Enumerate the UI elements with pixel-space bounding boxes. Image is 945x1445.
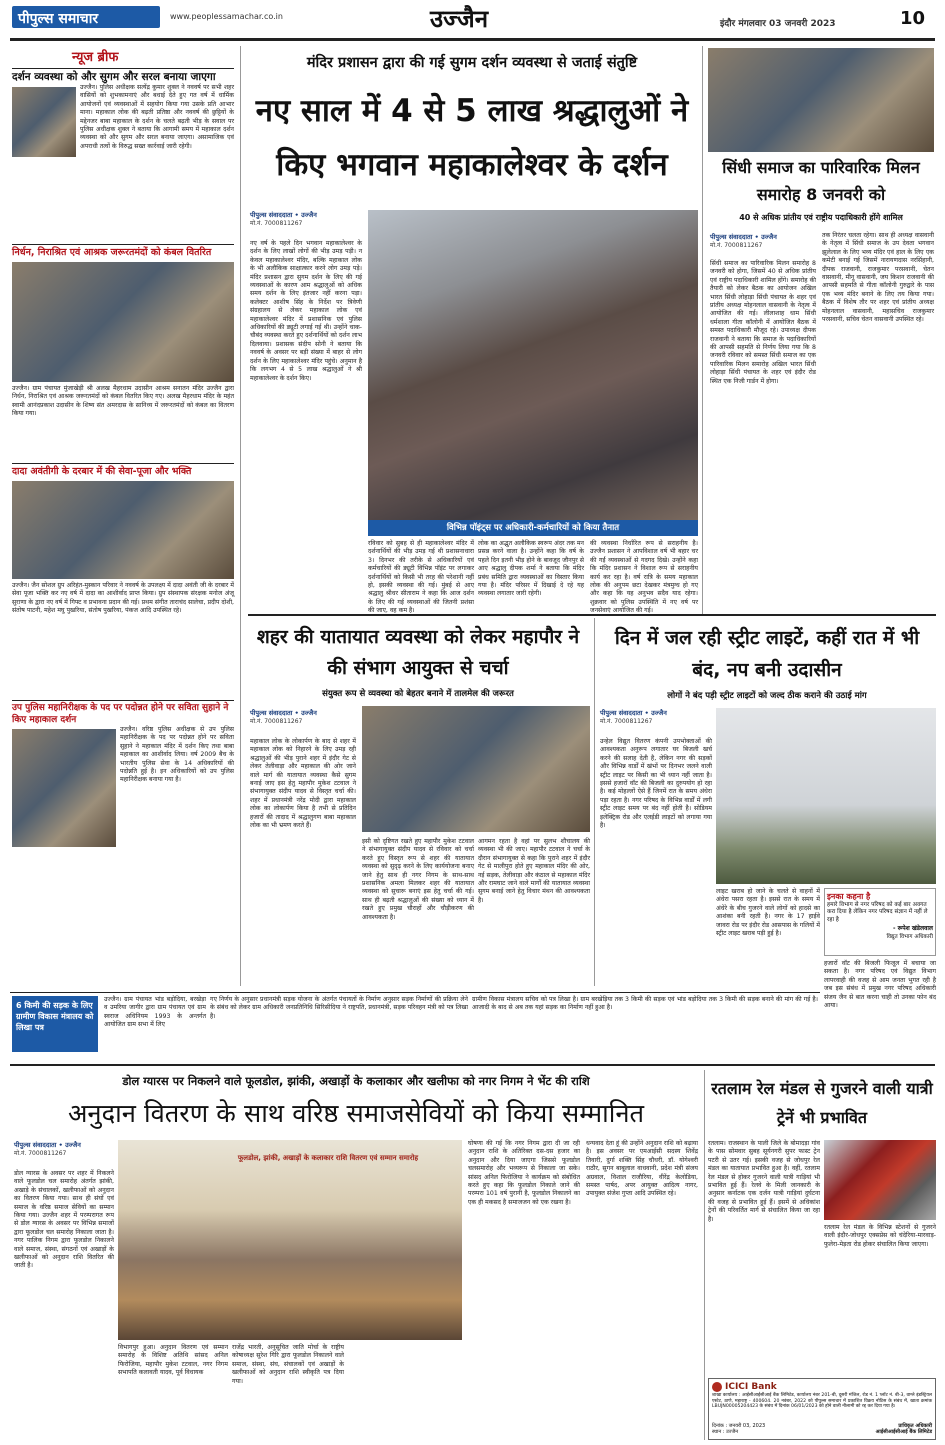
quote-title: इनका कहना है — [827, 892, 871, 901]
brief-text-2: उज्जैन। ग्राम पंचायत मुंजाखेड़ी श्री अलख मैहरधाम उदासीन आश्रम सनातन मंदिर उज्जैन द्वारा निर्धन, निराश्रित एवं आश्रक जरूरतमंदों को कंबल वितरित किए गए। अलख मैहरधाम मंदिर के महंत स्वामी आनंदप्रकाश उदासीन के शिष्य संत अमरदास के सानिध्य में जरूरतमंदों को कंबल का वितरण किया गया। — [12, 385, 234, 418]
lead-kicker: मंदिर प्रशासन द्वारा की गई सुगम दर्शन व्यवस्था से जताई संतुष्टि — [306, 55, 638, 71]
icici-bank-name: ICICI Bank — [725, 1382, 777, 1392]
quote-text: हमारे विभाग से नगर परिषद को कई बार अवगत करा दिया है लेकिन नगर परिषद संज्ञान में नहीं ले रहा है — [827, 902, 928, 923]
news-brief-column — [12, 46, 234, 986]
felicitation-body-2: विभागपुर हुआ। अनुदान वितरण एवं सम्मान समारोह के विशिष्ट अतिथि सांसद अनिल फिरोजिया, महापौर मुकेश टटवाल, नगर निगम सभापति कलावती यादव, पूर्व विधायक — [118, 1344, 228, 1377]
street-body: उन्हेल विद्युत वितरण कंपनी उपभोक्ताओं की आवश्यकता अनुरूप लगातार घर बिजली खर्च करने की सलाह देती है, लेकिन नगर की सड़कों और विभिन्न वार्डों में खंभों पर दिनभर जलने वाली स्ट्रीट लाइट पर किसी का भी ध्यान नहीं जाता है। इससे हजारों वॉट की बिजली का दुरुपयोग हो रहा है। कई मोहल्लों ऐसे हैं जिनमें रात के समय अंधेरा पड़ा रहता है। नगर परिषद के विभिन्न वार्डों में लगी स्ट्रीट लाइट समय पर बंद नहीं होती है। सोडियम इलेक्ट्रिक रोड और एलईडी लाइटों को लगाया गया है। — [600, 738, 712, 830]
lead-body-3: लोक का अद्भुत अलौकिक स्वरूप अंदर तक मन प्रसन्न करने वाला है। उन्होंने कहा कि वर्ष के पहले दिन इतनी भीड़ होने के बावजूद जौनपुर से आए श्रद्धालु दीपक शर्मा ने बताया कि मंदिर प्रबंध समिति द्वारा व्यवस्थाओं का विस्तार किया गया है। मंदिर परिसर में दिखाई दे रहे यह व्यवस्था लगातार जारी रहेगी। — [478, 540, 584, 598]
sindhi-photo-meeting — [708, 48, 934, 152]
street-headline: दिन में जल रही स्ट्रीट लाइटें, कहीं रात में भी बंद, नप बनी उदासीन — [614, 627, 920, 681]
street-byline: पीपुल्स संवाददाता • उज्जैन मो.नं. 7000811267 — [600, 709, 667, 725]
brief-headline-2: निर्धन, निराश्रित एवं आश्रक जरूरतमंदों को कंबल वितरित — [12, 244, 234, 259]
felicitation-photo-stage — [118, 1140, 462, 1340]
lead-body-2: रविवार को सुबह से ही महाकालेश्वर मंदिर में दर्शनार्थियों की भीड़ उमड़ गई थी प्रशासनाधारा 3। दिनभर की तरीके से अधिकारियों एवं कर्मचारियों की ड्यूटी विभिन्न पॉइंट पर लगाकर दर्शनार्थियों को किसी भी तरह की परेशानी नहीं हो, इसकी व्यवस्था की गई। मुंबई से आए श्रद्धालु श्रीधर सीताराम ने कहा कि आज दर्शन के लिए की गई व्यवस्थाओं की जितनी प्रशंसा की जाए, वह कम है। — [368, 540, 474, 615]
lead-photo-crowd — [368, 210, 698, 520]
brief-headline-1: दर्शन व्यवस्था को और सुगम और सरल बनाया जाएगा — [12, 68, 234, 84]
sindhi-deck: 40 से अधिक प्रांतीय एवं राष्ट्रीय पदाधिकारी होंगे शामिल — [739, 213, 903, 222]
mayor-body: महाकाल लोक के लोकार्पण के बाद से शहर में महाकाल लोक को निहारने के लिए उमड़ रही श्रद्धालुओं की भीड़ पुराने शहर में इंदौर गेट से लेकर तेलीवाड़ा और महाकाल की ओर जाने वाले मार्ग की यातायात व्यवस्था कैसे सुगम बनाई जाए इस हेतु महापौर मुकेश टटवाल ने संभागायुक्त संदीप यादव से विस्तृत चर्चा की। शहर में प्रधानमंत्री नरेंद्र मोदी द्वारा महाकाल लोक का लोकार्पण किया है तभी से प्रतिदिन हजारों की तादाद में श्रद्धालुगण बाबा महाकाल लोक का भी भ्रमण करते हैं। — [250, 738, 356, 830]
mayor-body-3: आगमन रहता है वहां पर सुलभ शौचालय की व्यवस्था भी की जाए। महापौर टटवाल ने चर्चा के दौरान संभागायुक्त से कहा कि पुराने शहर में इंदौर गेट से मालीपुरा होते हुए महाकाल मंदिर की ओर, नई सड़क, तेलीवाड़ा और कंठाल से महाकाल मंदिर और रामघाट जाने वाले मार्गों की यातायात व्यवस्था सुगम बनाई जाने हेतु विचार मंथन की आवश्यकता है। — [478, 838, 590, 904]
ratlam-body-2: रतलाम रेल मंडल के विभिन्न स्टेशनों से गुजरने वाली इंदौर-जोधपुर एक्सप्रेस को चंदेरिया-मारवाड़-फुलेरा-मेड़ता रोड होकर संचालित किया जाएगा। — [824, 1224, 936, 1248]
ratlam-body: रतलाम। राजस्थान के पाली जिले के बोमादड़ा गांव के पास सोमवार सुबह सूर्यनगरी सुपर फास्ट ट्रेन पटरी से उतर गई। इसकी वजह से जोधपुर रेल मंडल का यातायात प्रभावित हुआ है। वहीं, रतलाम रेल मंडल से होकर गुजरने वाली यात्री गाड़ियां भी प्रभावित हुई हैं। रेलवे के मिली जानकारी के अनुसार कर्नाटक एक दर्जन यात्री गाड़ियां दुर्घटना की वजह से प्रभावित हुई हैं। इसमें से अधिकांश ट्रेनों की परिवर्तित मार्ग से संचालित किया जा रहा है। — [708, 1140, 820, 1223]
brief-photo-blankets — [12, 262, 234, 382]
column-divider — [702, 46, 703, 614]
felicitation-banner: फूलडोल, झांकी, अखाड़ों के कलाकार राशि वितरण एवं सम्मान समारोह — [237, 1154, 419, 1162]
brief-headline-4: उप पुलिस महानिरीक्षक के पद पर पदोन्नत होने पर सविता सुहाने ने किए महाकाल दर्शन — [12, 700, 234, 726]
strip-top-rule — [10, 992, 820, 993]
column-divider — [240, 46, 241, 986]
brief-photo-sp — [12, 87, 76, 157]
icici-logo-icon — [712, 1382, 722, 1392]
felicitation-kicker: डोल ग्यारस पर निकलने वाले फूलडोल, झांकी, अखाड़ों के कलाकार और खलीफा को नगर निगम ने भेंट की राशि — [122, 1074, 590, 1088]
masthead-brand: पीपुल्स समाचार — [18, 11, 99, 27]
sindhi-body-2: तक निरंतर चलता रहेगा। साथ ही अध्यक्ष वासवानी के नेतृत्व में सिंधी समाज के उप देवता भगवान झूलेलाल के लिए भव्य मंदिर एवं हाल के लिए एक कमेटी बनाई गई जिसमें नारायणदास नरसिंहानी, दीपक राजवानी, राजकुमार परसवानी, चेतन वासवानी, मीनू वासवानी, जय किशन राजवानी की आपसी सहमति से गीता कॉलोनी गुरुद्वारे के पास एक भव्य मंदिर बनाने के लिए तय किया गया। बैठक में विशेष तौर पर शहर एवं प्रांतीय अध्यक्ष मोहनलाल वासवानी, महासचिव राजकुमार परसवानी, सचिव चेतन वासवानी उपस्थित रहे। — [822, 232, 934, 324]
dateline: इंदौर मंगलवार 03 जनवरी 2023 — [720, 19, 836, 29]
sindhi-body: सिंधी समाज का पारिवारिक मिलन समारोह 8 जनवरी को होगा, जिसमें 40 से अधिक प्रांतीय एवं राष्ट्रीय पदाधिकारी शामिल होंगे। समारोह की तैयारी को लेकर बैठक का आयोजन अखिल भारत सिंधी लोहाड़ा सिंधी पंचायत के शहर एवं प्रांतीय अध्यक्ष मोहनलाल वासवानी के नेतृत्व में आयोजित की गई। लीलाशाह धाम सिंधी धर्मशाला गीता कॉलोनी में आयोजित बैठक में समस्त पदाधिकारी मौजूद रहे। उपाध्यक्ष दीपक राजवानी ने बताया कि समाज के पदाधिकारियों की आपसी सहमति से निर्णय लिया गया कि 8 जनवरी रविवार को समस्त सिंधी समाज का एक पारिवारिक मिलन समारोह अखिल भारत सिंधी लोहाड़ा सिंधी पंचायत के शहर एवं इंदौर रोड स्थित एक निजी गार्डन में होगा। — [710, 260, 816, 385]
mayor-photo-meeting — [362, 706, 590, 832]
felicitation-body: डोल ग्यारस के अवसर पर शहर में निकलने वाले फूलडोल चल समारोह अंतर्गत झांकी, अखाड़े के संचालकों, खलीफाओं को अनुदान का वितरण किया गया। साथ ही संघों एवं समाज के वरिष्ठ समाज सेवियों का सम्मान किया गया। उज्जैन शहर में परम्परागत रूप से डोल ग्यारस के अवसर पर विभिन्न समाजों द्वारा फूलडोल चल समारोह निकाला जाता है। नगर पालिक निगम द्वारा फूलडोल निकालने वाले समाज, संस्था, संगठनों एवं अखाड़ों के खलीफाओं को अनुदान राशि वितरित की जाती है। — [14, 1170, 114, 1270]
mayor-headline: शहर की यातायात व्यवस्था को लेकर महापौर ने की संभाग आयुक्त से चर्चा — [256, 626, 580, 679]
section-title: उज्जैन — [430, 4, 489, 33]
icici-notice — [708, 1378, 936, 1440]
sindhi-headline: सिंधी समाज का पारिवारिक मिलन समारोह 8 जनवरी को — [722, 158, 920, 204]
felicitation-body-3: राजेंद्र भारती, अनुसूचित जाति मोर्चा के राष्ट्रीय कोषाध्यक्ष सुरेश गिरि द्वारा फूलडोल निकालने वाले समाज, संस्था, संघ, संचालकों एवं अखाड़ों के खलीफाओं को अनुदान राशि स्वीकृति पत्र दिया गया। — [232, 1344, 344, 1385]
notice-body: शाखा कार्यालय : आईसीआईसीआई बैंक लिमिटेड, कार्यालय नंबर 201-बी, दूसरी मंजिल, रोड नं. 1 प्लॉट नं. बी-3, वाग्ले इंडस्ट्रियल एस्टेट, ठाणे, महाराष्ट्र - 400604. 20 नवंबर, 2022 को पीपुल्स समाचार में प्रकाशित विक्रय नोटिस के संबंध में, खाता क्रमांक LBUJN00005204423 के संबंध में दिनांक 06/01/2023 को होने वाली नीलामी को रद्द कर दिया गया है। — [712, 1393, 932, 1410]
quote-role: विद्युत विभाग अधिकारी — [886, 934, 933, 941]
strip-bottom-rule — [10, 1064, 935, 1066]
strip-text-3: ग्रामीण विकास मंत्रालय सचिव को पत्र लिखा है। ग्राम बरखेड़िया तक 3 किमी की सड़क एवं भांड बड़ोदिया तक 3 किमी की सड़क बनाने की मांग की गई है। आजादी के बाद से अब तक यहां सड़क का निर्माण नहीं हुआ है। — [472, 996, 818, 1012]
lead-mobile: मो.नं. 7000811267 — [250, 220, 303, 227]
brief-text-3: उज्जैन। जैन सोशल ग्रुप अरिहंत-मुस्कान परिवार ने नववर्ष के उपलक्ष्य में दादा अवंती जी के दरबार में सेवा पूजा भक्ति कर नए वर्ष में दादा का आशीर्वाद प्राप्त किया। ग्रुप संस्थापक संरक्षक मनोज अंजू सुराणा के द्वारा नए वर्ष में गिफ्ट व प्रभावना प्रदान की गई। प्रथम संगीत ताराचंद सालेचा, प्रदीप दोशी, संतोष पाटनी, महेश मघु पुखरिया, संतोष पुखरिया, पंकज आदि उपस्थित रहे। — [12, 582, 235, 615]
lead-headline: नए साल में 4 से 5 लाख श्रद्धालुओं ने किए भगवान महाकालेश्वर के दर्शन — [255, 93, 689, 183]
felicitation-body-4: घोषणा की गई कि नगर निगम द्वारा दी जा रही अनुदान राशि के अतिरिक्त दस-दस हजार का अनुदान और दिया जाएगा जिससे फूलडोल चलसमारोह और भव्यरूप से निकाला जा सके। सांसद अनिल फिरोजिया ने कार्यक्रम को संबोधित करते हुए कहा कि फूलडोल निकाले जाने की परम्परा 101 वर्ष पुरानी है, फूलडोल निकालने का एक ही मकसद है समाजजन को एक रखना है। — [468, 1140, 580, 1206]
notice-sign: प्राधिकृत अधिकारी — [898, 1423, 932, 1429]
strip-box-headline: 6 किमी की सड़क के लिए ग्रामीण विकास मंत्रालय को लिखा पत्र — [12, 996, 98, 1052]
felicitation-headline: अनुदान वितरण के साथ वरिष्ठ समाजसेवियों को किया सम्मानित — [67, 1099, 645, 1129]
lead-body: नए वर्ष के पहले दिन भगवान महाकालेश्वर के दर्शन के लिए लाखों लोगों की भीड़ उमड़ पड़ी। न केवल महाकालेश्वर मंदिर, बल्कि महाकाल लोक के भी अलौकिक साक्षात्कार करने लोग उमड़ पड़े। मंदिर प्रशासन द्वारा सुगम दर्शन के लिए की गई व्यवस्थाओं के कारण आम श्रद्धालुओं को अधिक समय दर्शन के लिए इंतजार नहीं करना पड़ा। कलेक्टर आशीष सिंह के निर्देश पर त्रिवेणी संग्रहालय से लेकर महाकाल लोक एवं महाकालेश्वर मंदिर में प्रशासनिक एवं पुलिस अधिकारियों की ड्यूटी लगाई गई थी। उन्होंने चाक-चौबंद व्यवस्था करते हुए दर्शनार्थियों को दर्शन लाभ दिलवाया। प्रशासक संदीप सोनी ने बताया कि नववर्ष के अवसर पर बड़ी संख्या में बाहर से लोग दर्शन के लिए महाकालेश्वर मंदिर पहुंचे। अनुमान है कि लगभग 4 से 5 लाख श्रद्धालुओं ने श्री महाकालेश्वर के दर्शन किए। — [250, 240, 362, 382]
notice-date: दिनांक : जनवरी 03, 2023 — [712, 1423, 766, 1429]
brief-text-4: उज्जैन। वरिष्ठ पुलिस अधीक्षक से उप पुलिस महानिरीक्षक के पद पर पदोन्नत होने पर सविता सुहाने ने महाकाल मंदिर में दर्शन किए तथा बाबा महाकाल का आशीर्वाद लिया। वर्ष 2009 बैच के भारतीय पुलिस सेवा के 14 अधिकारियों की पदोन्नति हुई है। इन अधिकारियों को उप पुलिस महानिरीक्षक बनाया गया है। — [120, 726, 234, 784]
street-body-2: लाइट खराब हो जाने के चलते से वाहनों में अंधेरा पसरा रहता है। इससे रात के समय में अंधेरे के बीच गुजरने वाले लोगों को हादसे का आशंका बनी रहती है। नगर के 17 हाईवे जावरा रोड पर इंदौर रोड आसपास के गलियों में स्ट्रीट लाइट खराब पड़ी हुई है। — [716, 888, 820, 938]
lead-bottom-rule — [248, 614, 936, 616]
street-body-3: हजारों वॉट की बिजली फिजूल में बचाया जा सकता है। नगर परिषद एवं विद्युत विभाग लापरवाही की वजह से आम जनता भुगत रही है जब इस संबंध में प्रमुख नगर परिषद अधिकारी संजय जैन से बात करना चाही तो उनका फोन बंद आया। — [824, 960, 936, 1010]
street-photo-pole — [716, 708, 936, 884]
ratlam-headline: रतलाम रेल मंडल से गुजरने वाली यात्री ट्रेनें भी प्रभावित — [711, 1079, 933, 1127]
masthead-url[interactable]: www.peoplessamachar.co.in — [170, 12, 283, 21]
mayor-deck: संयुक्त रूप से व्यवस्था को बेहतर बनाने में तालमेल की जरूरत — [322, 689, 514, 699]
page-number: 10 — [900, 8, 926, 29]
strip-text-2: गए निर्णय के अनुसार प्रधानमंत्री सड़क योजना के अंतर्गत पंचायतों के निर्माण अनुसार सड़क निर्माणों की प्रक्रिया लेने के संबंध को लेकर ग्राम अधिकारी जनप्रतिनिधि सिरिसीदिया ने राष्ट्रपति, प्रधानमंत्री, सड़क परिवहन मंत्री को पत्र लिखा है। — [210, 996, 468, 1020]
quote-author: - रूपेश खंडेलवाल — [893, 925, 933, 933]
brief-photo-dig — [12, 729, 116, 847]
brief-headline-3: दादा अवंतीगी के दरबार में की सेवा-पूजा और भक्ति — [12, 463, 234, 478]
felicitation-byline: पीपुल्स संवाददाता • उज्जैन मो.नं. 7000811267 — [14, 1141, 81, 1157]
notice-sign-2: आईसीआईसीआई बैंक लिमिटेड — [875, 1429, 932, 1435]
masthead-logo — [12, 6, 160, 28]
sindhi-byline: पीपुल्स संवाददाता • उज्जैन मो.नं. 7000811267 — [710, 233, 777, 249]
brief-text-1: उज्जैन। पुलिस अधीक्षक सत्येंद्र कुमार शुक्ल ने नववर्ष पर सभी शहर वासियों को शुभकामनाएं और बधाई देते हुए गत वर्ष में धार्मिक आयोजनों एवं व्यवस्थाओं में सहयोग किया गया उसके प्रति आभार माना। महाकाल लोक की बढ़ती प्रतिष्ठा और नववर्ष की छुट्टियों के मद्देनजर बाबा महाकाल के दर्शन के चलते बढ़ती भीड़ के सवाल पर पुलिस अधीक्षक शुक्ल ने बताया कि आगामी समय में महाकाल दर्शन व्यवस्था को और सुगम और सरल बनाया जाएगा। असामाजिक एवं अपराधी तत्वों के विरुद्ध सख्त कार्रवाई जारी रहेगी। — [80, 84, 234, 150]
mayor-body-2: इसी को दृष्टिगत रखते हुए महापौर मुकेश टटवाल ने संभागायुक्त संदीप यादव से रविवार को चर्चा करते हुए विस्तृत रूप से शहर की यातायात व्यवस्था को सुदृढ़ करने के लिए कार्ययोजना बनाए जाने हेतु साथ ही नगर निगम के साथ-साथ प्रशासनिक अमला मिलकर शहर की यातायात व्यवस्था को सुचारू बनाएं इस हेतु चर्चा की गई। साथ ही बढ़ती श्रद्धालुओं की संख्या को ध्यान में रखते हुए प्रमुख चौराहों और चौड़ीकरण की आवश्यकता है। — [362, 838, 474, 921]
column-divider — [594, 618, 595, 986]
lead-byline: पीपुल्स संवाददाता • उज्जैन मो.नं. 7000811267 — [250, 210, 370, 236]
brief-label: न्यूज ब्रीफ — [72, 50, 119, 65]
lead-photo-caption: विभिन्न पॉइंट्स पर अधिकारी-कर्मचारियों को किया तैनात — [368, 520, 698, 536]
ratlam-photo-train — [824, 1140, 936, 1220]
mayor-byline: पीपुल्स संवाददाता • उज्जैन मो.नं. 7000811267 — [250, 709, 317, 725]
column-divider — [704, 1070, 705, 1440]
street-quote-box — [824, 888, 936, 956]
felicitation-body-5: धन्यवाद देता हूं की उन्होंने अनुदान राशि को बढ़ाया है। इस अवसर पर एमआईसी सदस्य शिवेंद्र तिवारी, दुर्गा शक्ति सिंह चौधरी, डॉ. योगेश्वरी राठौर, सुगन बाबूलाल वाधवानी, प्रदेश मंत्री संजय अग्रवाल, विशाल राजौरिया, वीरेंद्र केलोडिया, समस्त पार्षद, अपर आयुक्त आदित्य नागर, उपायुक्त संजेश गुप्ता आदि उपस्थित रहे। — [586, 1140, 698, 1198]
lead-body-4: की व्यवस्था निर्धारित रूप से सराहनीय है। उज्जैन प्रशासन ने आपविशाल वर्ष भी बहार चर की गईं व्यवस्थाओं से गदगद दिखे। उन्होंने कहा कि मंदिर प्रशासन ने विशाल रूप से सराहनीय कार्य कर रहा है। वर्ष रात्रि के समय महाकाल लोक की अनुपम छटा देखकर मंत्रमुग्ध हो गए और कहा कि यह अनुभव सदैव याद रहेगा। शुक्रवार को पुलिस उपस्थिति में नए वर्ष पर जनसेवाएं आयोजित की गई। — [590, 540, 698, 615]
strip-text-1: उज्जैन। ग्राम पंचायत भांड बड़ोदिया, बरखेड़ा व उमरिया जागीर द्वारा ग्राम पंचायत एवं ग्राम स्वराज अधिनियम 1993 के अन्तर्गत आयोजित ग्राम सभा में लिए — [104, 996, 206, 1029]
notice-place: स्थान : उज्जैन — [712, 1429, 739, 1435]
masthead-rule — [10, 38, 935, 41]
brief-photo-jain-group — [12, 481, 234, 579]
street-deck: लोगों ने बंद पड़ी स्ट्रीट लाइटों को जल्द ठीक कराने की उठाई मांग — [667, 691, 867, 701]
